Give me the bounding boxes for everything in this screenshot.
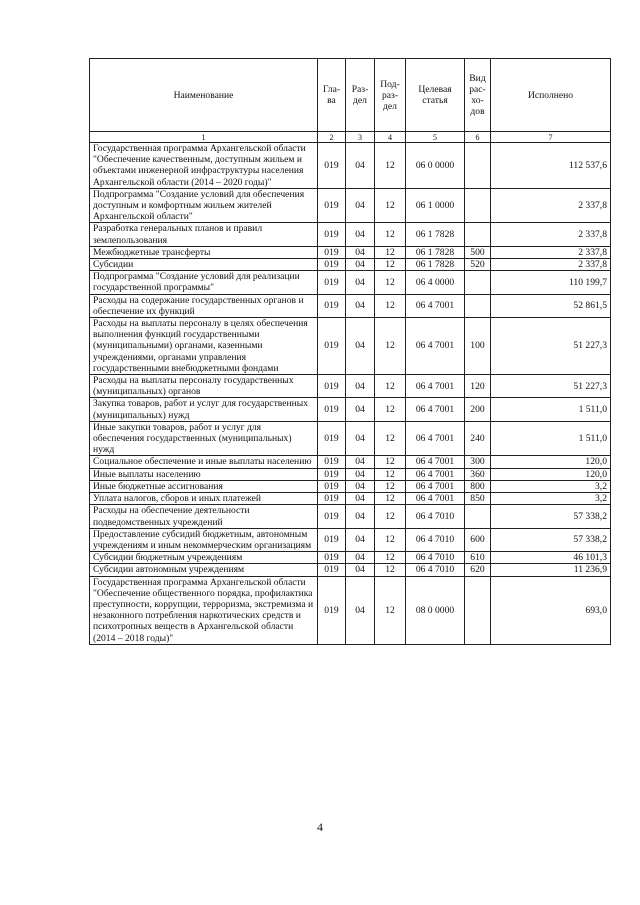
row-vid-rashodov: 360 xyxy=(465,468,491,480)
table-row xyxy=(90,318,611,375)
row-name: Иные закупки товаров, работ и услуг для обеспечения государственных (муниципальных) нужд xyxy=(90,421,318,456)
row-podrazdel: 12 xyxy=(375,188,406,223)
row-vid-rashodov xyxy=(465,294,491,317)
row-celevaya-statya: 06 4 7001 xyxy=(406,468,465,480)
table-header-row xyxy=(90,59,611,132)
row-celevaya-statya: 06 1 0000 xyxy=(406,188,465,223)
row-name: Закупка товаров, работ и услуг для государственных (муниципальных) нужд xyxy=(90,398,318,421)
row-glava: 019 xyxy=(318,528,346,551)
row-podrazdel: 12 xyxy=(375,576,406,644)
row-ispolneno: 3,2 xyxy=(491,480,611,492)
row-ispolneno: 120,0 xyxy=(491,456,611,468)
row-name: Субсидии автономным учреждениям xyxy=(90,564,318,576)
row-vid-rashodov: 200 xyxy=(465,398,491,421)
row-glava: 019 xyxy=(318,468,346,480)
row-vid-rashodov xyxy=(465,576,491,644)
row-name: Социальное обеспечение и иные выплаты населению xyxy=(90,456,318,468)
budget-table xyxy=(89,58,611,645)
column-number: 3 xyxy=(346,132,375,143)
row-vid-rashodov xyxy=(465,505,491,528)
row-ispolneno: 3,2 xyxy=(491,493,611,505)
row-vid-rashodov: 500 xyxy=(465,246,491,258)
row-celevaya-statya: 06 1 7828 xyxy=(406,259,465,271)
row-razdel: 04 xyxy=(346,398,375,421)
row-name: Государственная программа Архангельской области "Обеспечение общественного порядка, профилактика преступности, коррупции, терроризма, экстремизма и незаконного потребления наркотических средств и психотропных веществ в Архангельской области (2014 – 2018 годы)" xyxy=(90,576,318,644)
header-ispolneno: Исполнено xyxy=(491,59,611,132)
row-podrazdel: 12 xyxy=(375,223,406,246)
row-ispolneno: 57 338,2 xyxy=(491,505,611,528)
row-glava: 019 xyxy=(318,552,346,564)
table-row xyxy=(90,564,611,576)
row-podrazdel: 12 xyxy=(375,421,406,456)
row-glava: 019 xyxy=(318,375,346,398)
row-celevaya-statya: 06 4 7001 xyxy=(406,294,465,317)
row-podrazdel: 12 xyxy=(375,528,406,551)
row-ispolneno: 1 511,0 xyxy=(491,421,611,456)
row-glava: 019 xyxy=(318,294,346,317)
row-name: Подпрограмма "Создание условий для реализации государственной программы" xyxy=(90,271,318,294)
row-glava: 019 xyxy=(318,398,346,421)
table-row xyxy=(90,143,611,189)
row-razdel: 04 xyxy=(346,480,375,492)
row-ispolneno: 112 537,6 xyxy=(491,143,611,189)
row-razdel: 04 xyxy=(346,318,375,375)
row-vid-rashodov: 520 xyxy=(465,259,491,271)
row-name: Расходы на выплаты персоналу в целях обеспечения выполнения функций государственными (муниципальными) органами, казенными учреждениями, органами управления государственными внебюджетными фондами xyxy=(90,318,318,375)
column-number: 5 xyxy=(406,132,465,143)
row-vid-rashodov xyxy=(465,188,491,223)
row-glava: 019 xyxy=(318,259,346,271)
row-name: Расходы на выплаты персоналу государственных (муниципальных) органов xyxy=(90,375,318,398)
row-ispolneno: 46 101,3 xyxy=(491,552,611,564)
header-podrazdel: Под- раз- дел xyxy=(375,59,406,132)
row-podrazdel: 12 xyxy=(375,456,406,468)
page-number: 4 xyxy=(317,820,323,834)
row-glava: 019 xyxy=(318,456,346,468)
row-podrazdel: 12 xyxy=(375,468,406,480)
column-number: 2 xyxy=(318,132,346,143)
row-glava: 019 xyxy=(318,188,346,223)
table-row xyxy=(90,480,611,492)
table-row xyxy=(90,576,611,644)
table-row xyxy=(90,271,611,294)
row-podrazdel: 12 xyxy=(375,480,406,492)
table-row xyxy=(90,528,611,551)
column-number: 7 xyxy=(491,132,611,143)
row-ispolneno: 57 338,2 xyxy=(491,528,611,551)
row-podrazdel: 12 xyxy=(375,259,406,271)
row-name: Государственная программа Архангельской области "Обеспечение качественным, доступным жильем и объектами инженерной инфраструктуры населения Архангельской области (2014 – 2020 годы)" xyxy=(90,143,318,189)
row-celevaya-statya: 06 4 7001 xyxy=(406,480,465,492)
row-vid-rashodov xyxy=(465,223,491,246)
row-celevaya-statya: 06 1 7828 xyxy=(406,223,465,246)
row-celevaya-statya: 06 4 7010 xyxy=(406,552,465,564)
row-razdel: 04 xyxy=(346,576,375,644)
row-vid-rashodov: 610 xyxy=(465,552,491,564)
row-razdel: 04 xyxy=(346,271,375,294)
row-razdel: 04 xyxy=(346,421,375,456)
header-celevaya-statya: Целевая статья xyxy=(406,59,465,132)
row-vid-rashodov: 100 xyxy=(465,318,491,375)
row-razdel: 04 xyxy=(346,528,375,551)
table-row xyxy=(90,468,611,480)
row-podrazdel: 12 xyxy=(375,398,406,421)
row-celevaya-statya: 06 0 0000 xyxy=(406,143,465,189)
row-name: Расходы на содержание государственных органов и обеспечение их функций xyxy=(90,294,318,317)
row-vid-rashodov: 620 xyxy=(465,564,491,576)
row-name: Уплата налогов, сборов и иных платежей xyxy=(90,493,318,505)
row-ispolneno: 1 511,0 xyxy=(491,398,611,421)
row-ispolneno: 2 337,8 xyxy=(491,246,611,258)
row-podrazdel: 12 xyxy=(375,375,406,398)
row-celevaya-statya: 06 4 7001 xyxy=(406,456,465,468)
row-podrazdel: 12 xyxy=(375,143,406,189)
row-celevaya-statya: 06 4 7001 xyxy=(406,375,465,398)
row-razdel: 04 xyxy=(346,564,375,576)
row-celevaya-statya: 06 4 7001 xyxy=(406,318,465,375)
row-glava: 019 xyxy=(318,318,346,375)
row-name: Предоставление субсидий бюджетным, автономным учреждениям и иным некоммерческим организациям xyxy=(90,528,318,551)
row-vid-rashodov xyxy=(465,143,491,189)
row-celevaya-statya: 06 4 7010 xyxy=(406,505,465,528)
column-number: 1 xyxy=(90,132,318,143)
table-row xyxy=(90,294,611,317)
row-celevaya-statya: 06 4 7010 xyxy=(406,564,465,576)
row-vid-rashodov: 850 xyxy=(465,493,491,505)
header-vid-rashodov: Вид рас- хо- дов xyxy=(465,59,491,132)
row-ispolneno: 51 227,3 xyxy=(491,375,611,398)
table-row xyxy=(90,398,611,421)
row-celevaya-statya: 06 4 7001 xyxy=(406,421,465,456)
row-razdel: 04 xyxy=(346,223,375,246)
row-ispolneno: 52 861,5 xyxy=(491,294,611,317)
row-ispolneno: 2 337,8 xyxy=(491,259,611,271)
row-razdel: 04 xyxy=(346,493,375,505)
row-podrazdel: 12 xyxy=(375,271,406,294)
row-podrazdel: 12 xyxy=(375,246,406,258)
column-number: 6 xyxy=(465,132,491,143)
row-glava: 019 xyxy=(318,223,346,246)
row-razdel: 04 xyxy=(346,143,375,189)
table-body xyxy=(90,143,611,645)
row-razdel: 04 xyxy=(346,375,375,398)
row-glava: 019 xyxy=(318,421,346,456)
row-ispolneno: 2 337,8 xyxy=(491,188,611,223)
column-number: 4 xyxy=(375,132,406,143)
row-vid-rashodov: 600 xyxy=(465,528,491,551)
row-razdel: 04 xyxy=(346,456,375,468)
row-celevaya-statya: 06 4 7001 xyxy=(406,493,465,505)
table-row xyxy=(90,375,611,398)
table-row xyxy=(90,246,611,258)
row-name: Подпрограмма "Создание условий для обеспечения доступным и комфортным жильем жителей Архангельской области" xyxy=(90,188,318,223)
header-razdel: Раз- дел xyxy=(346,59,375,132)
row-razdel: 04 xyxy=(346,505,375,528)
row-vid-rashodov: 240 xyxy=(465,421,491,456)
header-name: Наименование xyxy=(90,59,318,132)
row-glava: 019 xyxy=(318,480,346,492)
row-ispolneno: 11 236,9 xyxy=(491,564,611,576)
row-ispolneno: 120,0 xyxy=(491,468,611,480)
row-podrazdel: 12 xyxy=(375,564,406,576)
row-ispolneno: 110 199,7 xyxy=(491,271,611,294)
table-row xyxy=(90,421,611,456)
row-glava: 019 xyxy=(318,493,346,505)
row-podrazdel: 12 xyxy=(375,493,406,505)
row-razdel: 04 xyxy=(346,294,375,317)
row-glava: 019 xyxy=(318,564,346,576)
row-glava: 019 xyxy=(318,576,346,644)
row-glava: 019 xyxy=(318,143,346,189)
table-row xyxy=(90,223,611,246)
row-name: Иные бюджетные ассигнования xyxy=(90,480,318,492)
row-razdel: 04 xyxy=(346,188,375,223)
row-podrazdel: 12 xyxy=(375,552,406,564)
row-podrazdel: 12 xyxy=(375,294,406,317)
row-celevaya-statya: 06 4 0000 xyxy=(406,271,465,294)
row-glava: 019 xyxy=(318,271,346,294)
row-ispolneno: 51 227,3 xyxy=(491,318,611,375)
table-row xyxy=(90,456,611,468)
header-glava: Гла- ва xyxy=(318,59,346,132)
row-celevaya-statya: 08 0 0000 xyxy=(406,576,465,644)
row-name: Расходы на обеспечение деятельности подведомственных учреждений xyxy=(90,505,318,528)
column-number-row xyxy=(90,132,611,143)
row-celevaya-statya: 06 4 7001 xyxy=(406,398,465,421)
row-name: Субсидии xyxy=(90,259,318,271)
row-vid-rashodov: 300 xyxy=(465,456,491,468)
row-glava: 019 xyxy=(318,505,346,528)
row-celevaya-statya: 06 4 7010 xyxy=(406,528,465,551)
row-name: Межбюджетные трансферты xyxy=(90,246,318,258)
table-row xyxy=(90,493,611,505)
row-razdel: 04 xyxy=(346,246,375,258)
row-vid-rashodov: 120 xyxy=(465,375,491,398)
row-celevaya-statya: 06 1 7828 xyxy=(406,246,465,258)
row-vid-rashodov: 800 xyxy=(465,480,491,492)
row-podrazdel: 12 xyxy=(375,505,406,528)
row-ispolneno: 693,0 xyxy=(491,576,611,644)
row-podrazdel: 12 xyxy=(375,318,406,375)
row-razdel: 04 xyxy=(346,552,375,564)
row-ispolneno: 2 337,8 xyxy=(491,223,611,246)
row-razdel: 04 xyxy=(346,259,375,271)
table-row xyxy=(90,552,611,564)
table-row xyxy=(90,259,611,271)
row-name: Иные выплаты населению xyxy=(90,468,318,480)
row-name: Разработка генеральных планов и правил землепользования xyxy=(90,223,318,246)
table-row xyxy=(90,188,611,223)
table-row xyxy=(90,505,611,528)
row-vid-rashodov xyxy=(465,271,491,294)
row-name: Субсидии бюджетным учреждениям xyxy=(90,552,318,564)
row-razdel: 04 xyxy=(346,468,375,480)
row-glava: 019 xyxy=(318,246,346,258)
